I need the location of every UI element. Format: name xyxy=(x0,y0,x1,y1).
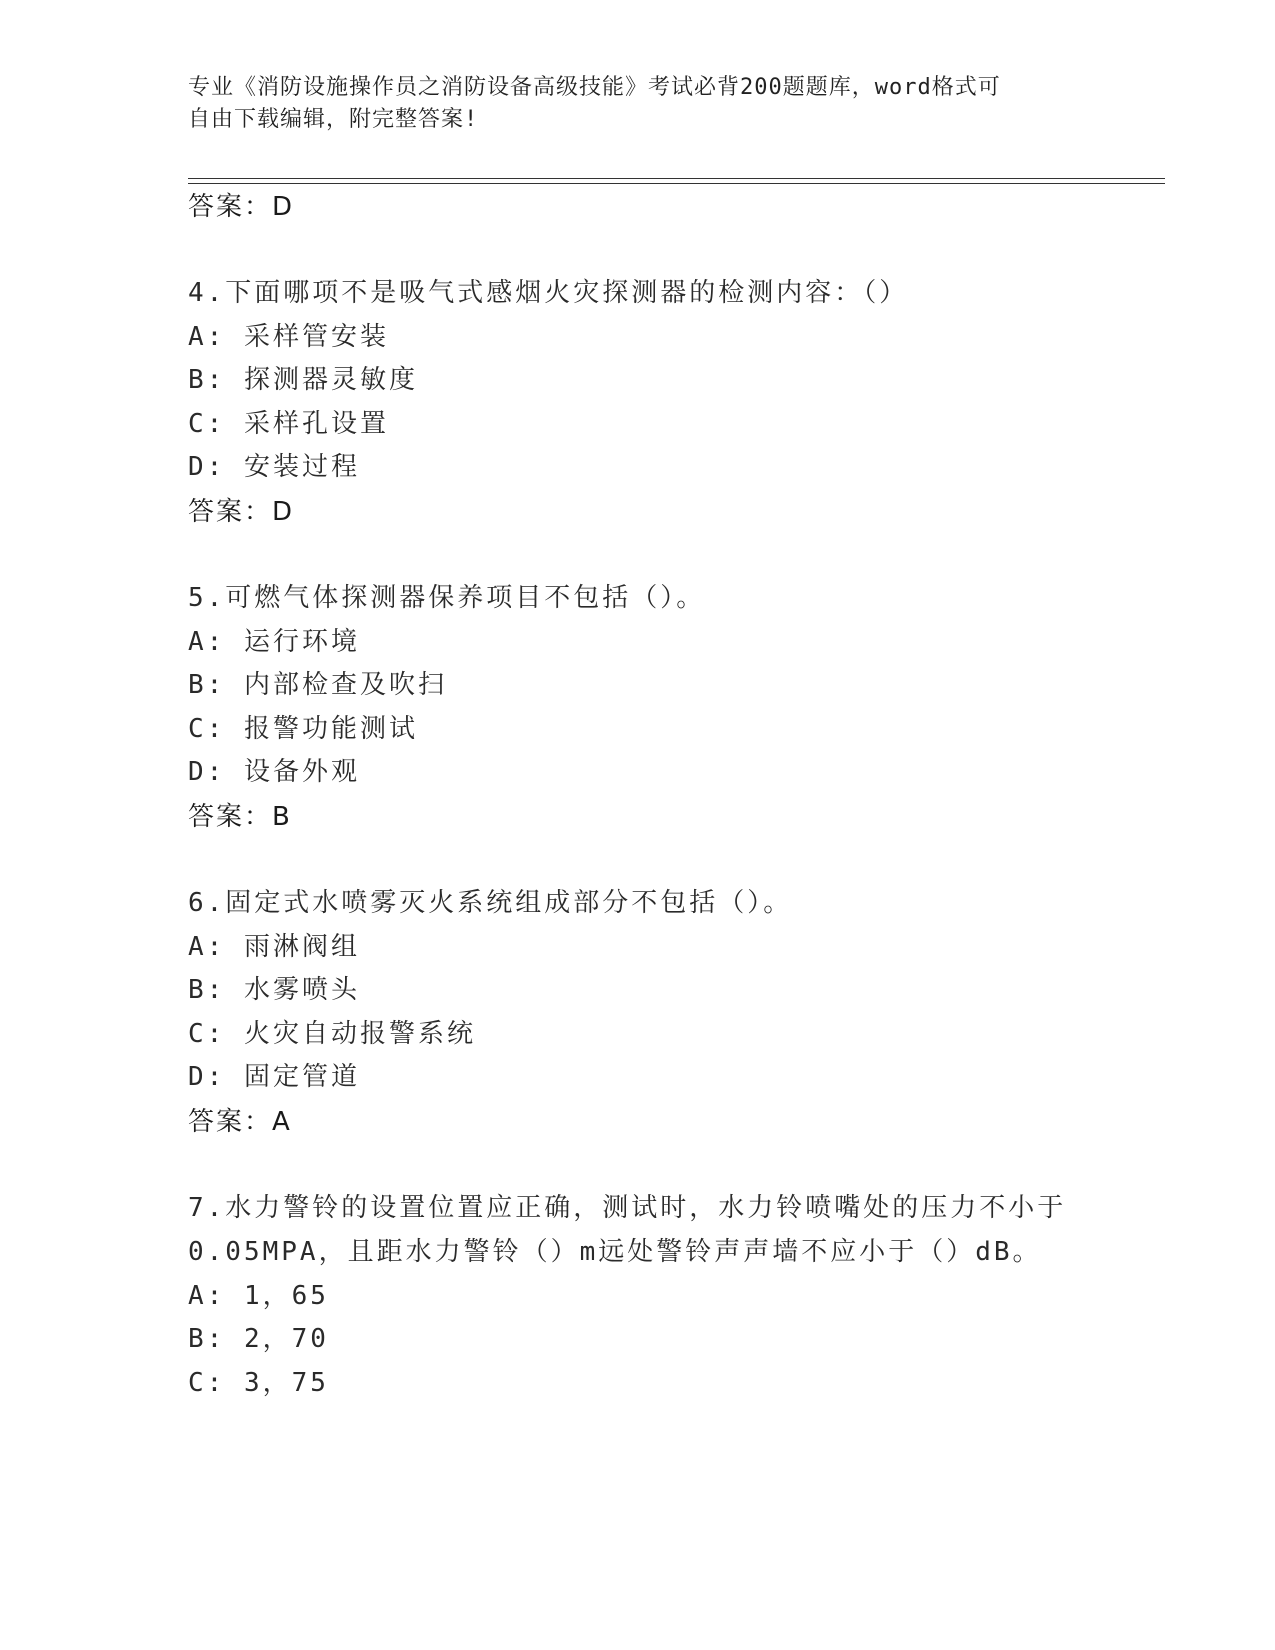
header-divider-bottom xyxy=(188,183,1165,184)
question-5-option-c: C: 报警功能测试 xyxy=(188,714,418,744)
question-4-option-d: D: 安装过程 xyxy=(188,452,360,482)
question-7-option-c: C: 3，75 xyxy=(188,1368,329,1398)
question-6-option-a: A: 雨淋阀组 xyxy=(188,932,360,962)
question-4-option-a: A: 采样管安装 xyxy=(188,322,389,352)
question-5-answer: 答案：B xyxy=(188,802,292,832)
question-5-option-a: A: 运行环境 xyxy=(188,627,360,657)
question-6-text: 6.固定式水喷雾灭火系统组成部分不包括（）。 xyxy=(188,888,793,918)
question-4-option-c: C: 采样孔设置 xyxy=(188,409,389,439)
document-header xyxy=(188,72,1088,136)
question-4-answer: 答案：D xyxy=(188,497,295,527)
question-4-option-b: B: 探测器灵敏度 xyxy=(188,365,418,395)
header-line-2: 自由下载编辑，附完整答案! xyxy=(188,107,479,132)
question-6-option-c: C: 火灾自动报警系统 xyxy=(188,1019,476,1049)
question-4-text: 4.下面哪项不是吸气式感烟火灾探测器的检测内容：（） xyxy=(188,278,909,308)
header-divider-top xyxy=(188,178,1165,179)
question-7-text-line-2: 0.05MPA，且距水力警铃（）m远处警铃声声墙不应小于（）dB。 xyxy=(188,1237,1042,1267)
question-6-answer: 答案：A xyxy=(188,1107,292,1137)
question-5-option-b: B: 内部检查及吹扫 xyxy=(188,670,447,700)
question-5-text: 5.可燃气体探测器保养项目不包括（）。 xyxy=(188,583,706,613)
question-6-option-b: B: 水雾喷头 xyxy=(188,975,360,1005)
question-5-option-d: D: 设备外观 xyxy=(188,757,360,787)
question-7-option-a: A: 1，65 xyxy=(188,1281,329,1311)
question-7-text-line-1: 7.水力警铃的设置位置应正确，测试时，水力铃喷嘴处的压力不小于 xyxy=(188,1193,1067,1223)
answer-previous: 答案：D xyxy=(188,192,295,222)
question-7-option-b: B: 2，70 xyxy=(188,1324,329,1354)
header-line-1: 专业《消防设施操作员之消防设备高级技能》考试必背200题题库，word格式可 xyxy=(188,75,1001,100)
question-6-option-d: D: 固定管道 xyxy=(188,1062,360,1092)
